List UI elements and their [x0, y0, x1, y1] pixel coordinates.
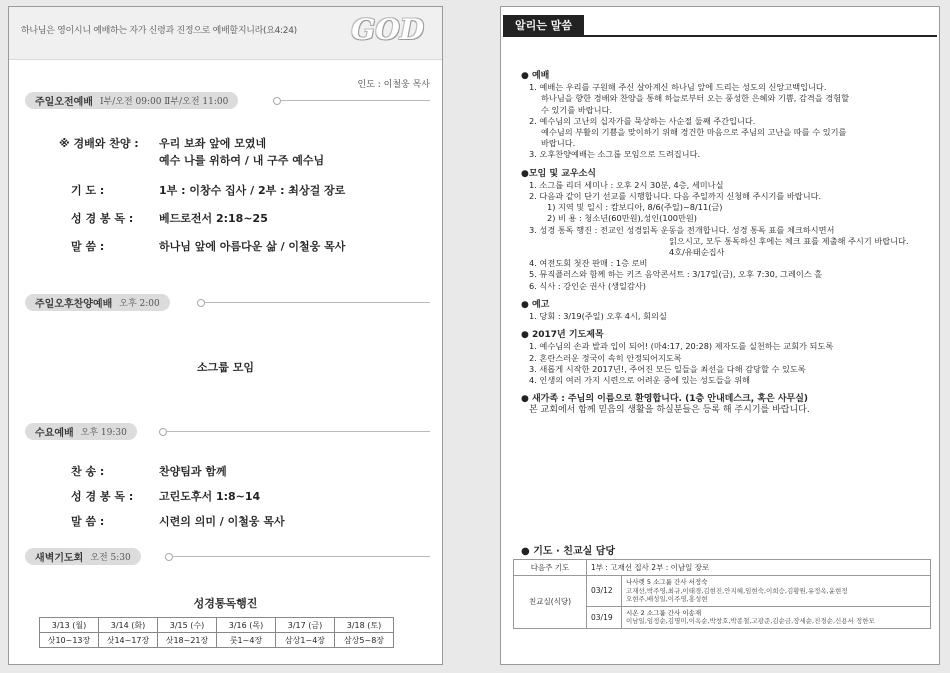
order-label: 말 씀 : — [71, 515, 105, 528]
order-row — [71, 182, 346, 198]
notice-list — [521, 71, 933, 417]
order-label: 기 도 : — [71, 184, 105, 197]
notice-line: 6. 식사 : 강인순 권사 (생일감사) — [529, 280, 646, 291]
reading-schedule-table — [39, 617, 394, 648]
section-title: 새벽기도회 — [35, 553, 84, 564]
notice-line: 2. 예수님의 고난의 십자가를 묵상하는 사순절 둘째 주간입니다. — [529, 115, 756, 126]
table-cell: 삿18~21장 — [158, 633, 217, 648]
reading-title: 성경통독행진 — [193, 597, 258, 610]
table-row — [514, 576, 931, 607]
order-value: 하나님 앞에 아름다운 삶 / 이철웅 목사 — [159, 240, 346, 253]
notice-line: 1. 소그룹 리더 세미나 : 오후 2시 30분, 4층, 세미나실 — [529, 179, 724, 190]
order-row — [71, 238, 346, 254]
order-value: 고린도후서 1:8~14 — [159, 490, 261, 503]
notice-line: 4호/유태순집사 — [669, 247, 725, 258]
team-members: 고재선,박주영,최규,이태경,김현진,안지혜,임현숙,이희승,김황원,유정옥,윤현정 — [626, 586, 848, 595]
notice-group-title: ● 새가족 : 주님의 이름으로 환영합니다. (1층 안내데스크, 혹은 사무실) — [521, 394, 809, 405]
spacer — [521, 161, 933, 169]
service-leader: 인도 : 이철웅 목사 — [357, 80, 430, 90]
notice-line: 바랍니다. — [541, 138, 576, 149]
section-pill — [25, 92, 238, 109]
notice-line: 2. 다음과 같이 단기 선교를 시행합니다. 다음 주일까지 신청해 주시기를 바랍니다. — [529, 191, 822, 202]
section-rule — [205, 302, 430, 303]
order-value: 예수 나를 위하여 / 내 구주 예수님 — [159, 154, 325, 167]
section-sunday-morning — [25, 92, 430, 110]
notice-line: 1) 지역 및 일시 : 캄보디아, 8/6(주일)~8/11(금) — [547, 202, 723, 213]
notice-line: 하나님을 향한 경배와 찬양을 통해 하늘로부터 오는 풍성한 은혜와 기쁨, 감격을 경험할 — [541, 93, 850, 104]
afternoon-note: 소그룹 모임 — [197, 361, 254, 374]
order-row — [71, 488, 261, 504]
section-wednesday — [25, 423, 430, 441]
notice-line: 1. 예배는 우리를 구원해 주신 살아계신 하나님 앞에 드리는 성도의 신앙고백입니다. — [529, 82, 827, 93]
table-cell: 3/18 (토) — [335, 618, 394, 633]
notice-line: 1. 당회 : 3/19(주일) 오후 4시, 회의실 — [529, 311, 667, 322]
team-name: 시온 2 소그룹 간사 이송재 — [626, 608, 702, 617]
section-title: 주일오후찬양예배 — [35, 299, 113, 310]
table-cell — [622, 606, 931, 628]
team-name: 나사렛 5 소그룹 간사 서정숙 — [626, 578, 708, 586]
notice-line: 3. 오후찬양예배는 소그룹 모임으로 드려집니다. — [529, 149, 701, 160]
table-cell: 삼상5~8장 — [335, 633, 394, 648]
notice-line: 2. 혼란스러운 정국이 속히 안정되어지도록 — [529, 352, 682, 363]
notice-line: 예수님의 부활의 기쁨을 맞이하기 위해 경건한 마음으로 주님의 고난을 따를 수 있기를 — [541, 127, 847, 138]
notice-group-title: ● 2017년 기도제목 — [521, 330, 604, 341]
notice-group-title: ● 예배 — [521, 71, 550, 81]
table-cell: 룻1~4장 — [217, 633, 276, 648]
notice-group-title: ● 예고 — [521, 299, 550, 310]
table-row — [40, 618, 394, 633]
section-title: 수요예배 — [35, 428, 74, 439]
table-cell: 삿10~13장 — [40, 633, 99, 648]
table-cell: 03/12 — [587, 576, 622, 607]
order-row — [59, 135, 267, 151]
table-cell: 3/16 (목) — [217, 618, 276, 633]
table-row — [40, 633, 394, 648]
order-row — [71, 513, 285, 529]
notice-line: 2) 비 용 : 청소년(60만원),성인(100만원) — [547, 213, 697, 224]
order-label: 성 경 봉 독 : — [71, 490, 134, 503]
section-title: 주일오전예배 — [35, 97, 93, 108]
bulletin-notice-page — [500, 6, 940, 665]
team-members: 이남일,임정순,김명미,이옥순,박창호,박종철,고광준,김순금,장세순,진경순,신용서 정한모 — [626, 617, 875, 625]
tab-rule — [503, 35, 937, 37]
order-row — [71, 463, 227, 479]
section-dot — [159, 428, 167, 436]
section-time: 오후 19:30 — [80, 428, 127, 438]
section-pill — [25, 294, 170, 311]
notice-line: 4. 인생의 여러 가지 시련으로 어려운 중에 있는 성도들을 위해 — [529, 375, 751, 386]
team-members: 오현주,배성일,이주영,홍성현 — [626, 595, 708, 603]
order-value: 찬양팀과 함께 — [159, 465, 227, 478]
order-label: 성 경 봉 독 : — [71, 212, 134, 225]
notice-line: 5. 뮤직플러스와 함께 하는 키즈 음악콘서트 : 3/17일(금), 오후 7:30, 그레이스 홀 — [529, 269, 823, 280]
order-label: 찬 송 : — [71, 465, 105, 478]
notice-group-title: ●모임 및 교우소식 — [521, 168, 596, 179]
notice-line: 읽으시고, 모두 통독하신 후에는 체크 표를 제출해 주시기 바랍니다. — [669, 235, 909, 246]
order-value: 시련의 의미 / 이철웅 목사 — [159, 515, 285, 528]
table-cell: 3/15 (수) — [158, 618, 217, 633]
notice-tab-title: 알리는 말씀 — [503, 15, 584, 35]
order-label: ※ 경배와 찬양 : — [59, 137, 139, 150]
section-rule — [167, 431, 430, 432]
section-time: 오후 2:00 — [119, 299, 160, 309]
table-cell: 03/19 — [587, 606, 622, 628]
section-pill — [25, 548, 141, 565]
section-dot — [165, 553, 173, 561]
section-rule — [281, 100, 430, 101]
table-cell: 삿14~17장 — [99, 633, 158, 648]
table-cell — [622, 576, 931, 607]
god-logo: GOD — [351, 13, 424, 46]
prayer-duty-table — [513, 559, 931, 629]
notice-line: 본 교회에서 함께 믿음의 생활을 하실분들은 등록 해 주시기를 바랍니다. — [529, 405, 810, 416]
table-cell: 다음주 기도 — [514, 560, 587, 576]
order-value: 베드로전서 2:18~25 — [159, 212, 268, 225]
header-verse: 하나님은 영이시니 예배하는 자가 신령과 진정으로 예배할지니라(요4:24) — [21, 26, 297, 36]
notice-line: 3. 성경 통독 행진 : 전교인 성경읽독 운동을 전개합니다. 성경 통독 표를 체크하시면서 — [529, 224, 835, 235]
section-pill — [25, 423, 137, 440]
bulletin-order-page — [8, 6, 443, 665]
table-cell: 1부 : 고재선 집사 2부 : 이남일 장로 — [587, 560, 931, 576]
section-sunday-afternoon — [25, 294, 430, 312]
table-cell: 삼상1~4장 — [276, 633, 335, 648]
section-dawn-prayer — [25, 548, 430, 566]
order-row — [71, 210, 268, 226]
table-cell: 3/13 (월) — [40, 618, 99, 633]
section-dot — [197, 299, 205, 307]
notice-line: 수 있기를 바랍니다. — [541, 104, 613, 115]
notice-line: 1. 예수님의 손과 발과 입이 되어! (마4:17, 20:28) 제자도를 실천하는 교회가 되도록 — [529, 341, 834, 352]
notice-line: 3. 새롭게 시작한 2017년!, 주어진 모든 일들을 최선을 다해 감당할 수 있도록 — [529, 363, 806, 374]
spacer — [521, 292, 933, 300]
order-value: 1부 : 이창수 집사 / 2부 : 최상걸 장로 — [159, 184, 346, 197]
order-value: 우리 보좌 앞에 모였네 — [159, 137, 267, 150]
table-cell: 3/14 (화) — [99, 618, 158, 633]
section-time: 오전 5:30 — [90, 553, 131, 563]
section-time: Ⅰ부/오전 09:00 Ⅱ부/오전 11:00 — [99, 97, 229, 107]
prayer-section-title: ● 기도 · 친교실 담당 — [521, 546, 616, 557]
section-dot — [273, 97, 281, 105]
order-label: 말 씀 : — [71, 240, 105, 253]
section-rule — [173, 556, 430, 557]
notice-line: 4. 여전도회 첫잔 판매 : 1층 로비 — [529, 258, 648, 269]
table-row — [514, 560, 931, 576]
table-cell: 3/17 (금) — [276, 618, 335, 633]
table-cell: 친교실(식당) — [514, 576, 587, 629]
header-banner — [9, 7, 442, 60]
